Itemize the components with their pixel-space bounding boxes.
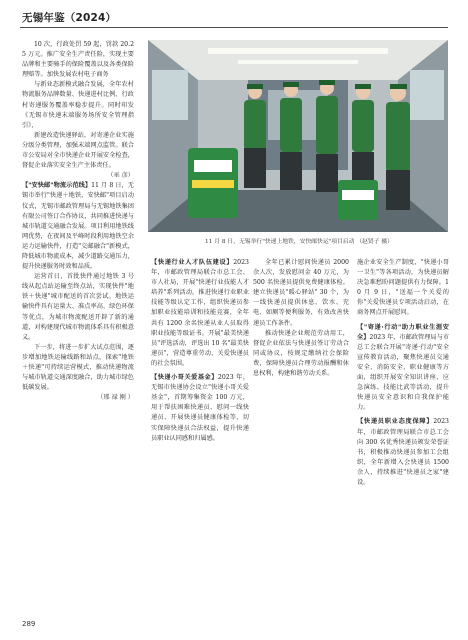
- section-paragraph: [357, 417, 449, 488]
- column-1: [22, 40, 134, 403]
- photo-caption: 11 月 8 日，无锡举行"快递上地铁，安快邮快运"项目启动 （赵贤子 摄）: [205, 239, 393, 245]
- running-header: 无锡年鉴（2024）: [22, 12, 117, 24]
- paragraph: 新建改造快递驿站，对寄递企业实施分级分类管理，加强末端网点监管。联合市公安局对全市快递企业开展安全检查，督促企业落实安全生产主体责任。: [22, 131, 134, 170]
- paragraph: 全年已累计慰问快递员 2000 余人次，发放慰问金 40 万元，为 500 名快递员提供免费健康体检。建立快递员"暖心驿站" 30 个，为一线快递员提供休息、饮水、充电、如厕等便利服务，有效改善快递员工作条件。: [253, 259, 349, 327]
- paragraph: 下一步，将进一步扩大试点范围，逐步增加地铁运输线路和站点，探索"地铁＋快递"可持续运营模式，推动快递物流与城市轨道交通深度融合，助力城市绿色低碳发展。: [22, 343, 134, 392]
- paragraph: 10 次，行政处罚 59 起，罚款 20.25 万元。推广安全生产责任险，实现主要品牌和主要骑手的保险覆盖以及各类保险理赔等。加快发展农村电子商务: [22, 41, 134, 79]
- paragraph: 施企业安全生产制度，"快递小哥一卫生"等各项活动，为快递员解决急难愁盼问题提供有力保障。10 月 9 日，"送福一个关爱的你"关爱快递员专项活动启动，在商务网点开展慰问。: [357, 259, 449, 317]
- section-text: 11 月 8 日，无锡市举行"快递＋地铁，安快邮"项目启动仪式，无锡市邮政管理局与无锡地铁集团有限公司签订合作协议，共同推进快递与城市轨道交通融合发展。项目利用地铁线网优势，在夜间及平峰时段利用地铁空余运力运输快件，打造"交邮融合"新模式，降低城市物流成本，减少道路交通压力，提升快递服务时效和品质。: [22, 182, 134, 271]
- section-paragraph: [22, 181, 134, 272]
- section-paragraph: [151, 258, 249, 369]
- column-4: [357, 258, 449, 488]
- author-signature: （邢 禄 刚 ）: [97, 394, 134, 402]
- paragraph: 与新业态新模式融合发展，全年农村物流服务品牌数量、快递进村比例、行政村寄递服务覆盖率稳步提升。同时印发《无锡市快递末端服务场所安全管理指引》，: [22, 81, 134, 129]
- section-paragraph: [151, 373, 249, 444]
- page-number: 289: [22, 620, 36, 628]
- section-title: 【"寄递·行动"助力职业生涯安全】: [357, 323, 449, 341]
- section-title: 【快递小哥关爱基金】: [151, 374, 218, 382]
- photo-illustration: [148, 40, 448, 232]
- section-title: 【快递行业人才队伍建设】: [151, 259, 234, 266]
- section-text: 2023 年，市邮政管理局联合市总工会向 300 名优秀快递员颁发荣誉证书，积极推动快递员参加工会组织，全年新增入会快递员 1500 余人，持续推进"快递员之家"建设。: [357, 418, 449, 486]
- section-text: 2023 年，市邮政管理局联合市总工会、市人社局，开展"快递行业技能人才培养"系列活动，推进快递行业职业技能等级认定工作，组织快递员参加职业技能培训和技能竞赛，全年共有 1200 余名快递从业人员取得职业技能等级证书。开展"最美快递员"评选活动，评选出 10 名"最美快递员"，营造尊重劳动、关爱快递员的社会氛围。: [151, 259, 249, 367]
- section-text: 2023 年，市邮政管理局与市总工会联合开展"寄递·行动"安全宣传教育活动，聚焦快递员交通安全、消防安全、职业健康等方面，组织开展安全知识讲座、应急演练、技能比武等活动，提升快递员安全意识和自我保护能力。: [357, 333, 450, 412]
- paragraph: 推动快递企业规范劳动用工，督促企业依法与快递员签订劳动合同或协议，按规定缴纳社会保险费，保障快递员合理劳动报酬和休息权利，构建和谐劳动关系。: [253, 329, 349, 378]
- header-rule: [20, 27, 448, 28]
- section-text: 2023 年，无锡市快递协会设立"快递小哥关爱基金"，首期筹集资金 100 万元，用于帮扶困难快递员、慰问一线快递员、开展快递员健康体检等，切实保障快递员合法权益，提升快递员职业认同感和归属感。: [151, 374, 249, 442]
- paragraph: 运营首日，首批快件通过地铁 3 号线从起点站运输至终点站，实现快件"地铁＋快递"城市配送的首次尝试。地铁运输快件具有运量大、准点率高、绿色环保等优点，为城市物流配送开辟了新的通道，对构建现代城市物流体系具有积极意义。: [22, 273, 134, 341]
- section-paragraph: [357, 323, 449, 414]
- column-2: [151, 258, 249, 444]
- section-title: 【快递员职业态度保障】: [357, 418, 434, 426]
- subway-courier-photo: [148, 40, 448, 232]
- section-title: 【"安快邮"物流示范线】: [22, 182, 92, 190]
- column-3: [253, 258, 349, 379]
- author-signature: （巫 彦）: [107, 172, 134, 180]
